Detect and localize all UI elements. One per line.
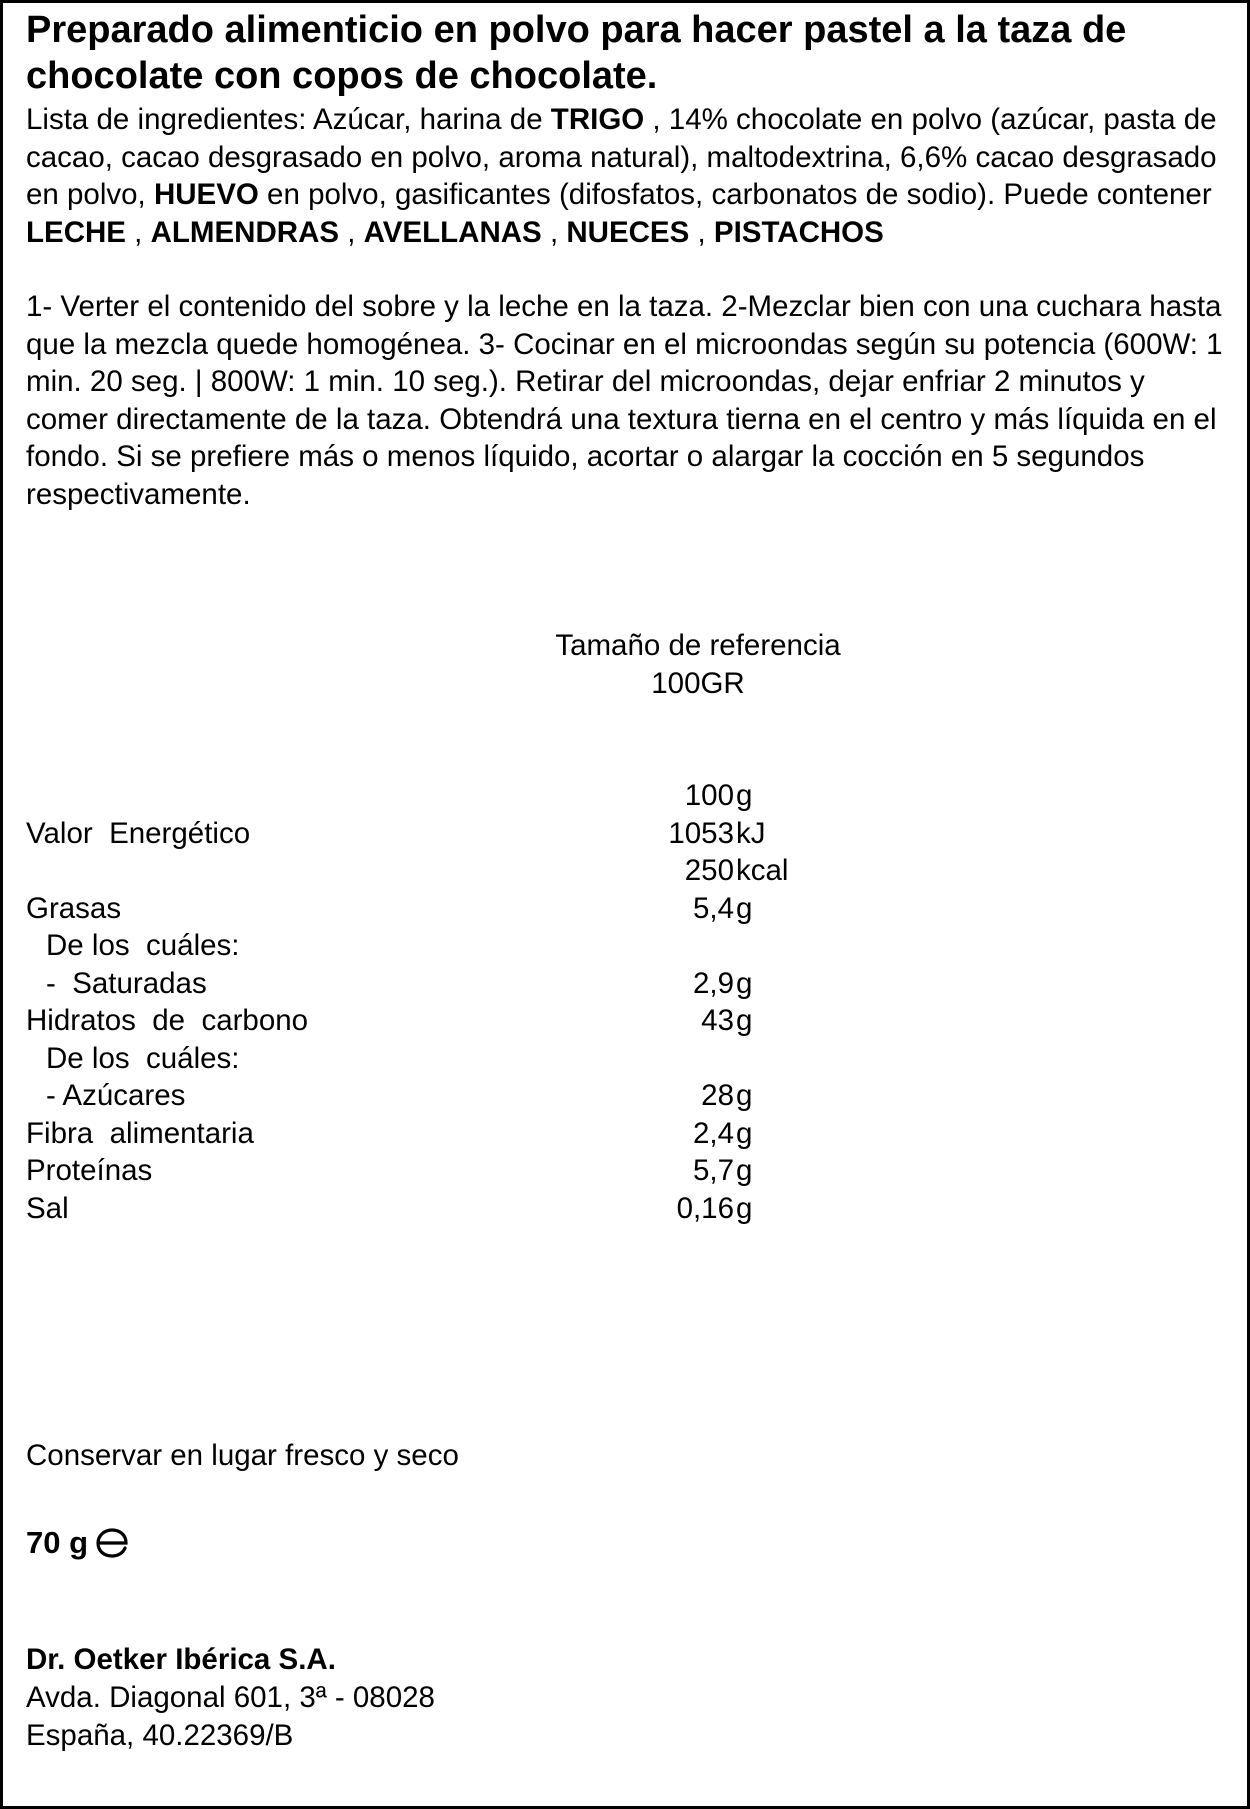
ingredients-text: , — [125, 215, 151, 249]
net-weight-value: 70 g — [26, 1525, 89, 1560]
company-info — [26, 1641, 435, 1755]
nutrient-unit: g — [736, 1004, 753, 1037]
ingredients-text: en polvo, gasificantes (difosfatos, carbonatos de sodio). Puede contener — [258, 178, 1212, 211]
allergen-text: LECHE — [26, 215, 126, 249]
nutrition-row — [26, 1115, 786, 1153]
nutrient-unit: g — [736, 966, 753, 1000]
ingredients-list — [26, 101, 1226, 251]
nutrient-value: 28 — [701, 1079, 734, 1112]
ingredients-text: , — [339, 215, 364, 249]
nutrient-unit: kJ — [736, 816, 766, 850]
nutrition-header-row — [26, 777, 786, 815]
allergen-text: ALMENDRAS — [150, 215, 340, 249]
nutrient-name: Valor Energético — [26, 816, 251, 850]
company-address: Avda. Diagonal 601, 3ª - 08028 — [26, 1681, 435, 1714]
nutrient-value: 0,16 — [676, 1191, 734, 1225]
nutrient-name: De los cuáles: — [46, 1041, 240, 1075]
nutrient-value: 250 — [684, 854, 734, 887]
nutrition-table — [26, 777, 789, 1227]
allergen-text: AVELLANAS — [363, 215, 542, 249]
nutrient-name: Fibra alimentaria — [26, 1116, 254, 1150]
company-country-registry: España, 40.22369/B — [26, 1719, 294, 1752]
company-name: Dr. Oetker Ibérica S.A. — [26, 1643, 336, 1676]
reference-size-value: 100GR — [651, 667, 745, 700]
allergen-text: NUECES — [566, 215, 690, 249]
nutrient-value: 1053 — [668, 816, 734, 850]
product-title: Preparado alimenticio en polvo para hacer pastel a la taza de chocolate con copos de chocolate. — [26, 9, 1127, 97]
storage-instructions: Conservar en lugar fresco y seco — [26, 1439, 459, 1472]
nutrient-unit: g — [736, 1191, 753, 1225]
allergen-text: PISTACHOS — [713, 215, 884, 249]
nutrient-unit: g — [736, 1116, 753, 1150]
nutrient-unit: g — [736, 891, 753, 925]
nutrient-name: De los cuáles: — [46, 929, 240, 962]
nutrition-row — [26, 1002, 786, 1040]
nutrient-name: - Saturadas — [46, 966, 207, 1000]
ingredients-text: , — [689, 215, 714, 249]
nutrient-name: Hidratos de carbono — [26, 1004, 309, 1037]
preparation-instructions: 1- Verter el contenido del sobre y la leche en la taza. 2-Mezclar bien con una cuchara hasta que la mezcla quede homogénea. 3- Cocinar en el microondas según su potencia (600W: 1 min. 20 seg. | 800W: 1 min. 10 seg.). Retirar del microondas, dejar enfriar 2 minutos y comer directamente de la taza. Obtendrá una textura tierna en el centro y más líquida en el fondo. Si se prefiere más o menos líquido, acortar o alargar la cocción en 5 segundos respectivamente. — [26, 290, 1223, 511]
nutrient-value: 43 — [701, 1004, 734, 1037]
nutrient-name: Grasas — [26, 891, 122, 925]
nutrition-row — [26, 965, 786, 1003]
ingredients-text: , — [541, 215, 567, 249]
nutrition-row — [26, 890, 786, 928]
allergen-text: HUEVO — [153, 178, 259, 211]
nutrition-row — [26, 1152, 786, 1190]
nutrient-unit: kcal — [736, 854, 789, 887]
nutrient-unit: g — [736, 1154, 753, 1187]
ingredients-text: Lista de ingredientes: Azúcar, harina de — [26, 103, 551, 136]
nutrient-name: - Azúcares — [46, 1079, 186, 1112]
nutrient-name: Sal — [26, 1191, 69, 1225]
nutrition-row — [26, 1077, 786, 1115]
nutrition-row — [26, 852, 789, 890]
net-weight — [26, 1523, 130, 1563]
nutrition-header-value: 100 — [684, 779, 734, 812]
ingredients-text: , 14% chocolate en polvo (azúcar, pasta de cacao, cacao desgrasado en polvo, aroma natural), maltodextrina, 6,6% cacao desgrasado en polvo, — [26, 103, 1217, 211]
nutrient-name: Proteínas — [26, 1154, 153, 1187]
nutrition-header-unit: g — [736, 779, 753, 812]
nutrient-value: 5,7 — [692, 1154, 734, 1187]
nutrition-row — [26, 927, 786, 965]
nutrient-value: 5,4 — [692, 891, 734, 925]
e-mark-icon — [94, 1527, 130, 1559]
reference-size-label: Tamaño de referencia — [555, 629, 841, 662]
nutrient-value: 2,9 — [692, 966, 734, 1000]
nutrient-unit: g — [736, 1079, 753, 1112]
nutrition-row — [26, 815, 786, 853]
nutrient-value: 2,4 — [692, 1116, 734, 1150]
nutrition-row — [26, 1040, 786, 1078]
nutrition-row — [26, 1190, 786, 1228]
allergen-text: TRIGO — [550, 103, 645, 136]
